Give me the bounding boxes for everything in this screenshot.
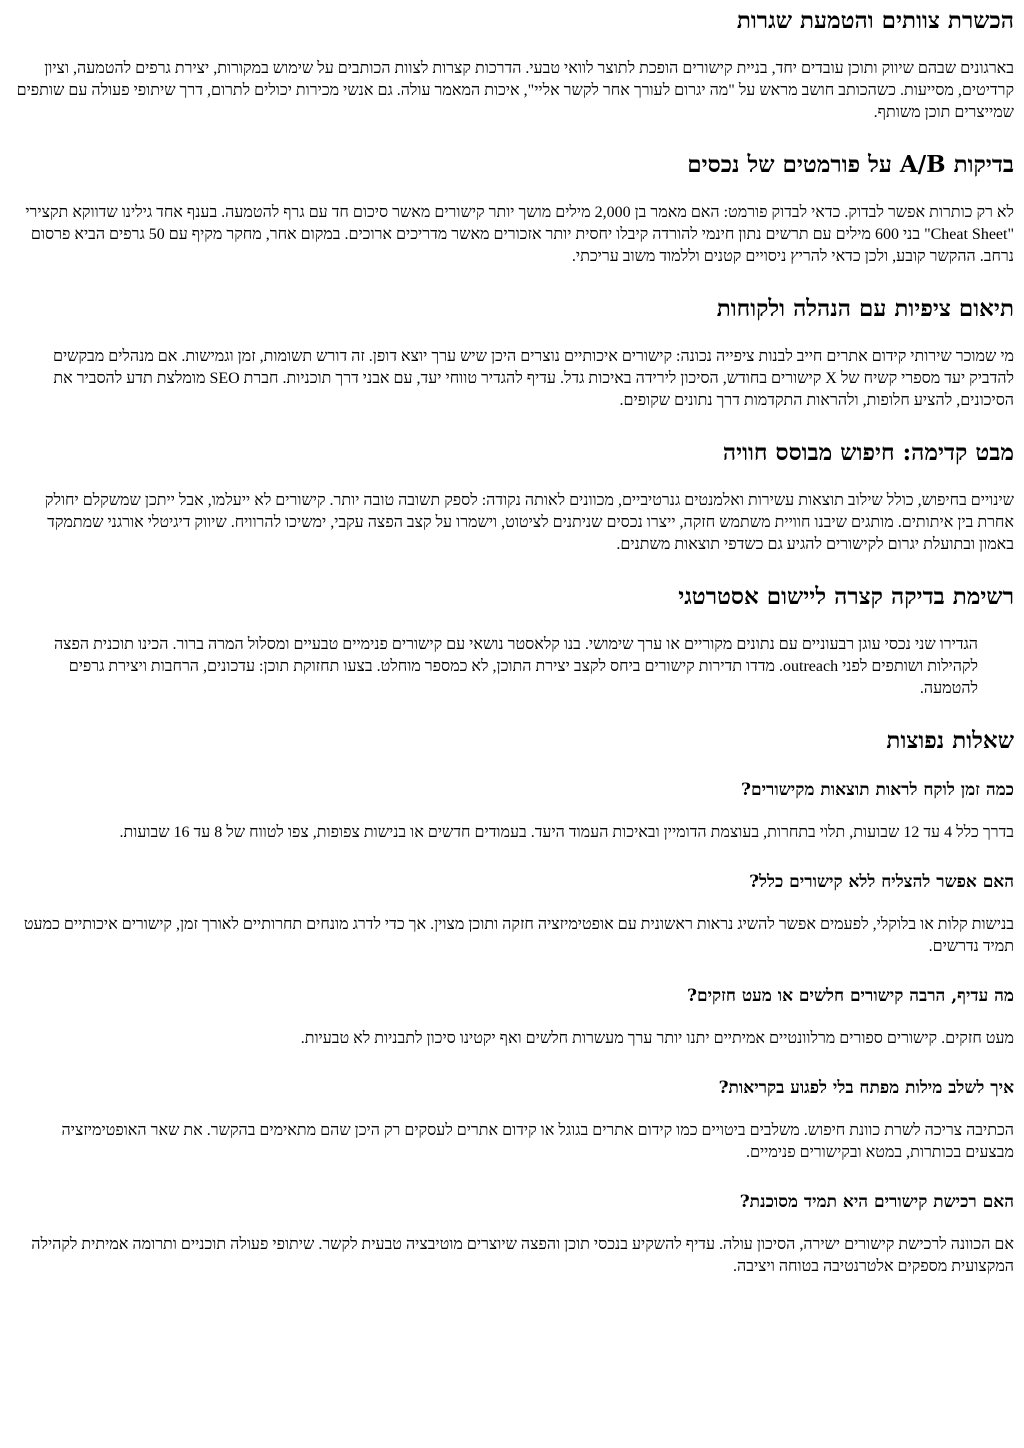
section-paragraph: מי שמוכר שירותי קידום אתרים חייב לבנות ציפייה נכונה: קישורים איכותיים נוצרים היכן שיש ערך יוצא דופן. זה דורש תשומות, זמן וגמישות. אם מנהלים מבקשים להדביק יעד מספרי קשיח של X קישורים בחודש, הסיכון לירידה באיכות גדל. עדיף להגדיר טווחי יעד, עם אבני דרך תוכניות. חברת SEO מומלצת תדע להסביר את הסיכונים, להציע חלופות, ולהראות התקדמות דרך נתונים שקופים.	[52, 348, 1014, 409]
section-paragraph: בארגונים שבהם שיווק ותוכן עובדים יחד, בניית קישורים הופכת לתוצר לוואי טבעי. הדרכות קצרות לצוות הכותבים על שימוש במקורות, יצירת גרפים להטמעה, וציון קרדיטים, מסייעות. כשהכותב חושב מראש על "מה יגרום לעורך אחר לקשר אליי", איכות המאמר עולה. גם אנשי מכירות יכולים לתרום, דרך שיתופי פעולה עם שותפים שמייצרים תוכן משותף.	[16, 60, 1014, 121]
section-team-training	[14, 6, 1014, 124]
section-heading: בדיקות A/B על פורמטים של נכסים	[687, 151, 1014, 178]
faq-answer: בנישות קלות או בלוקלי, לפעמים אפשר להשיג נראות ראשונית עם אופטימיזציה חזקה ותוכן מצוין. אך כדי לדרג מונחים תחרותיים לאורך זמן, קישורים איכותיים כמעט תמיד נדרשים.	[23, 916, 1014, 955]
section-future-search	[14, 438, 1014, 556]
section-paragraph: שינויים בחיפוש, כולל שילוב תוצאות עשירות ואלמנטים גנרטיביים, מכוונים לאותה נקודה: לספק תשובה טובה יותר. קישורים לא ייעלמו, אבל ייתכן שמשקלם יחולק אחרת בין איתותים. מותגים שיבנו חוויית משתמש חזקה, ייצרו נכסים שניתנים לציטוט, וישמרו על קצב הפצה עקבי, ימשיכו להרוויח. שיווק דיגיטלי אורגני שמתמקד באמון ובתועלת יגרום לקישורים להגיע גם כשדפי תוצאות משתנים.	[44, 492, 1014, 553]
faq-question: מה עדיף, הרבה קישורים חלשים או מעט חזקים?	[687, 986, 1014, 1006]
faq-answer: הכתיבה צריכה לשרת כוונת חיפוש. משלבים ביטויים כמו קידום אתרים בגוגל או קידום אתרים לעסקים רק היכן שהם מתאימים בהקשר. את שאר האופטימיזציה מבצעים בכותרות, במטא ובקישורים פנימיים.	[61, 1122, 1014, 1161]
section-expectations	[14, 294, 1014, 412]
faq-answer: בדרך כלל 4 עד 12 שבועות, תלוי בתחרות, בעוצמת הדומיין ובאיכות העמוד היעד. בעמודים חדשים או בנישות צפופות, צפו לטווח של 8 עד 16 שבועות.	[119, 824, 1014, 841]
faq-question: האם אפשר להצליח ללא קישורים כלל?	[749, 872, 1014, 892]
faq-heading: שאלות נפוצות	[886, 727, 1014, 754]
checklist-paragraph: הגדירו שני נכסי עוגן רבעוניים עם נתונים מקוריים או ערך שימושי. בנו קלאסטר נושאי עם קישורים פנימיים טבעיים ומסלול המרה ברור. הכינו תוכנית הפצה לקהילות ושותפים לפני outreach. מדדו תדירות קישורים ביחס לקצב יצירת התוכן, לא כמספר מוחלט. בצעו תחזוקת תוכן: עדכונים, הרחבות ויצירת גרפים להטמעה.	[53, 636, 978, 697]
section-heading: תיאום ציפיות עם הנהלה ולקוחות	[716, 295, 1014, 322]
faq-answer: אם הכוונה לרכישת קישורים ישירה, הסיכון עולה. עדיף להשקיע בנכסי תוכן והפצה שיוצרים מוטיבציה טבעית לקשר. שיתופי פעולה תוכניים ותרומה אמיתית לקהילה המקצועית מספקים אלטרנטיבה בטוחה ויציבה.	[31, 1236, 1014, 1275]
section-checklist	[14, 582, 1014, 700]
section-heading: הכשרת צוותים והטמעת שגרות	[736, 7, 1014, 34]
faq-question: כמה זמן לוקח לראות תוצאות מקישורים?	[741, 780, 1014, 800]
section-heading: מבט קדימה: חיפוש מבוסס חוויה	[722, 439, 1014, 466]
faq-question: האם רכישת קישורים היא תמיד מסוכנת?	[739, 1192, 1014, 1212]
section-ab-testing	[14, 150, 1014, 268]
section-faq	[14, 726, 1014, 1278]
section-paragraph: לא רק כותרות אפשר לבדוק. כדאי לבדוק פורמט: האם מאמר בן 2,000 מילים מושך יותר קישורים מאשר סיכום חד עם גרף להטמעה. בענף אחד גילינו שדווקא תקצירי "Cheat Sheet" בני 600 מילים עם תרשים נתון חינמי להורדה קיבלו יחסית יותר אזכורים מאשר מדריכים ארוכים. במקום אחר, מחקר מקיף עם 50 גרפים הביא פרסום נרחב. ההקשר קובע, ולכן כדאי להריץ ניסויים קטנים וללמוד משוב עריכתי.	[25, 204, 1014, 265]
checklist-heading: רשימת בדיקה קצרה ליישום אסטרטגי	[678, 583, 1014, 610]
faq-question: איך לשלב מילות מפתח בלי לפגוע בקריאות?	[718, 1078, 1014, 1098]
faq-answer: מעט חזקים. קישורים ספורים מרלוונטיים אמיתיים יתנו יותר ערך מעשרות חלשים ואף יקטינו סיכון לתבניות לא טבעיות.	[300, 1030, 1014, 1047]
